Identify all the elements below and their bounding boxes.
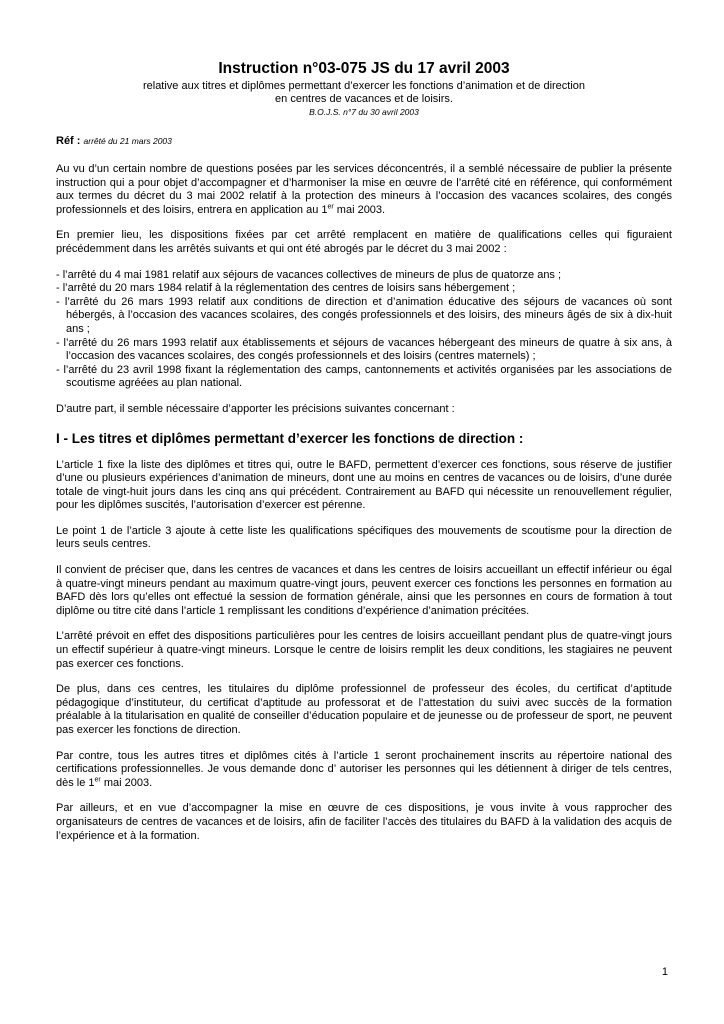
section-1-paragraph-2: Le point 1 de l’article 3 ajoute à cette liste les qualifications spécifiques des mouvements de scoutisme pour la direction de leurs seuls centres.	[56, 524, 672, 551]
section-1-paragraph-4: L’arrêté prévoit en effet des dispositions particulières pour les centres de loisirs accueillant pendant plus de quatre-vingt jours un effectif supérieur à quatre-vingt mineurs. Lorsque le centre de loisirs remplit les deux conditions, les stagiaires ne peuvent pas exercer ces fonctions.	[56, 630, 672, 670]
list-item: - l’arrêté du 23 avril 1998 fixant la réglementation des camps, cantonnements et activités organisées par les associations de scoutisme agréées au plan national.	[56, 363, 672, 390]
section-1-p6-sup: er	[94, 776, 101, 784]
reference-label: Réf :	[56, 135, 81, 147]
section-1-paragraph-7: Par ailleurs, et en vue d’accompagner la mise en œuvre de ces dispositions, je vous invite à vous rapprocher des organisateurs de centres de vacances et de loisirs, afin de faciliter l’accès des titulaires du BAFD à la validation des acquis de l’expérience et à la formation.	[56, 802, 672, 842]
intro-paragraph-1	[56, 163, 672, 217]
intro-paragraph-3: D’autre part, il semble nécessaire d’apporter les précisions suivantes concernant :	[56, 402, 455, 415]
list-item: - l’arrêté du 26 mars 1993 relatif aux conditions de direction et d’animation éducative des séjours de vacances où sont hébergés, à l’occasion des vacances scolaires, des congés professionnels et des loisirs, des mineurs âgés de six à dix-huit ans ;	[56, 295, 672, 335]
list-item: - l’arrêté du 4 mai 1981 relatif aux séjours de vacances collectives de mineurs de plus de quatorze ans ;	[56, 268, 562, 281]
document-subtitle	[56, 80, 672, 106]
subtitle-line-2: en centres de vacances et de loisirs.	[275, 93, 453, 105]
abrogated-decrees-list	[56, 269, 672, 391]
intro-paragraph-2: En premier lieu, les dispositions fixées par cet arrêté remplacent en matière de qualifications celles qui figuraient précédemment dans les arrêtés suivants et qui ont été abrogés par le décret du 3 mai 2002 :	[56, 229, 672, 255]
list-item: - l’arrêté du 26 mars 1993 relatif aux établissements et séjours de vacances hébergeant des mineurs de quatre à six ans, à l’occasion des vacances scolaires, des congés professionnels et des loisirs (centres maternels) ;	[56, 336, 672, 363]
intro-p1-sup: er	[327, 203, 334, 211]
intro-p1-text: Au vu d’un certain nombre de questions posées par les services déconcentrés, il a semblé nécessaire de publier la présente instruction qui a pour objet d’accompagner et d’harmoniser la mise en œuvre de l’arrêté cité en référence, qui conformément aux termes du décret du 3 mai 2002 relatif à la protection des mineurs à l’occasion des vacances scolaires, des congés professionnels et des loisirs, entrera en application au 1	[56, 163, 672, 216]
section-1-heading: I - Les titres et diplômes permettant d’exercer les fonctions de direction :	[56, 430, 524, 446]
page-number: 1	[661, 966, 668, 978]
subtitle-line-1: relative aux titres et diplômes permettant d’exercer les fonctions d’animation et de direction	[142, 80, 586, 92]
reference-line	[56, 135, 672, 147]
section-1-paragraph-6	[56, 750, 672, 791]
section-1-paragraph-5: De plus, dans ces centres, les titulaires du diplôme professionnel de professeur des écoles, du certificat d’aptitude pédagogique d’instituteur, du certificat d’aptitude au professorat et de l’attestation du suivi avec succès de la formation préalable à la titularisation en qualité de conseiller d’éducation populaire et de jeunesse ou de professeur de sport, ne peuvent pas exercer les fonctions de direction.	[56, 683, 672, 736]
list-item: - l’arrêté du 20 mars 1984 relatif à la réglementation des centres de loisirs sans hébergement ;	[56, 282, 516, 295]
section-1-paragraph-1: L’article 1 fixe la liste des diplômes et titres qui, outre le BAFD, permettent d’exercer ces fonctions, sous réserve de justifier d’une ou plusieurs expériences d’animation de mineurs, dont une au moins en centres de vacances ou de loisirs, d’une durée totale de vingt-huit jours dans les cinq ans qui précédent. Contrairement au BAFD qui nécessite un renouvellement régulier, pour les diplômes suscités, l’autorisation d’exercer est pérenne.	[56, 458, 672, 512]
section-1-p6-end: mai 2003.	[100, 776, 153, 789]
reference-value: arrêté du 21 mars 2003	[83, 136, 172, 146]
document-title: Instruction n°03-075 JS du 17 avril 2003	[218, 60, 510, 77]
section-1-p6-text: Par contre, tous les autres titres et diplômes cités à l’article 1 seront prochainement inscrits au répertoire national des certifications professionnelles. Je vous demande donc d’ autoriser les personnes qui les détiennent à diriger de tels centres, dès le 1	[56, 749, 672, 789]
intro-p1-end: mai 2003.	[333, 203, 386, 216]
bojs-reference: B.O.J.S. n°7 du 30 avril 2003	[309, 107, 419, 117]
section-1-paragraph-3: Il convient de préciser que, dans les centres de vacances et dans les centres de loisirs accueillant un effectif inférieur ou égal à quatre-vingt mineurs pendant au maximum quatre-vingt jours, peuvent exercer ces fonctions les personnes en formation au BAFD dès lors qu’elles ont effectué la session de formation générale, ainsi que les personnes en cours de formation à tout diplôme ou titre cité dans l’article 1 remplissant les conditions d’expérience d’animation précitées.	[56, 564, 672, 617]
document-page	[56, 60, 672, 843]
